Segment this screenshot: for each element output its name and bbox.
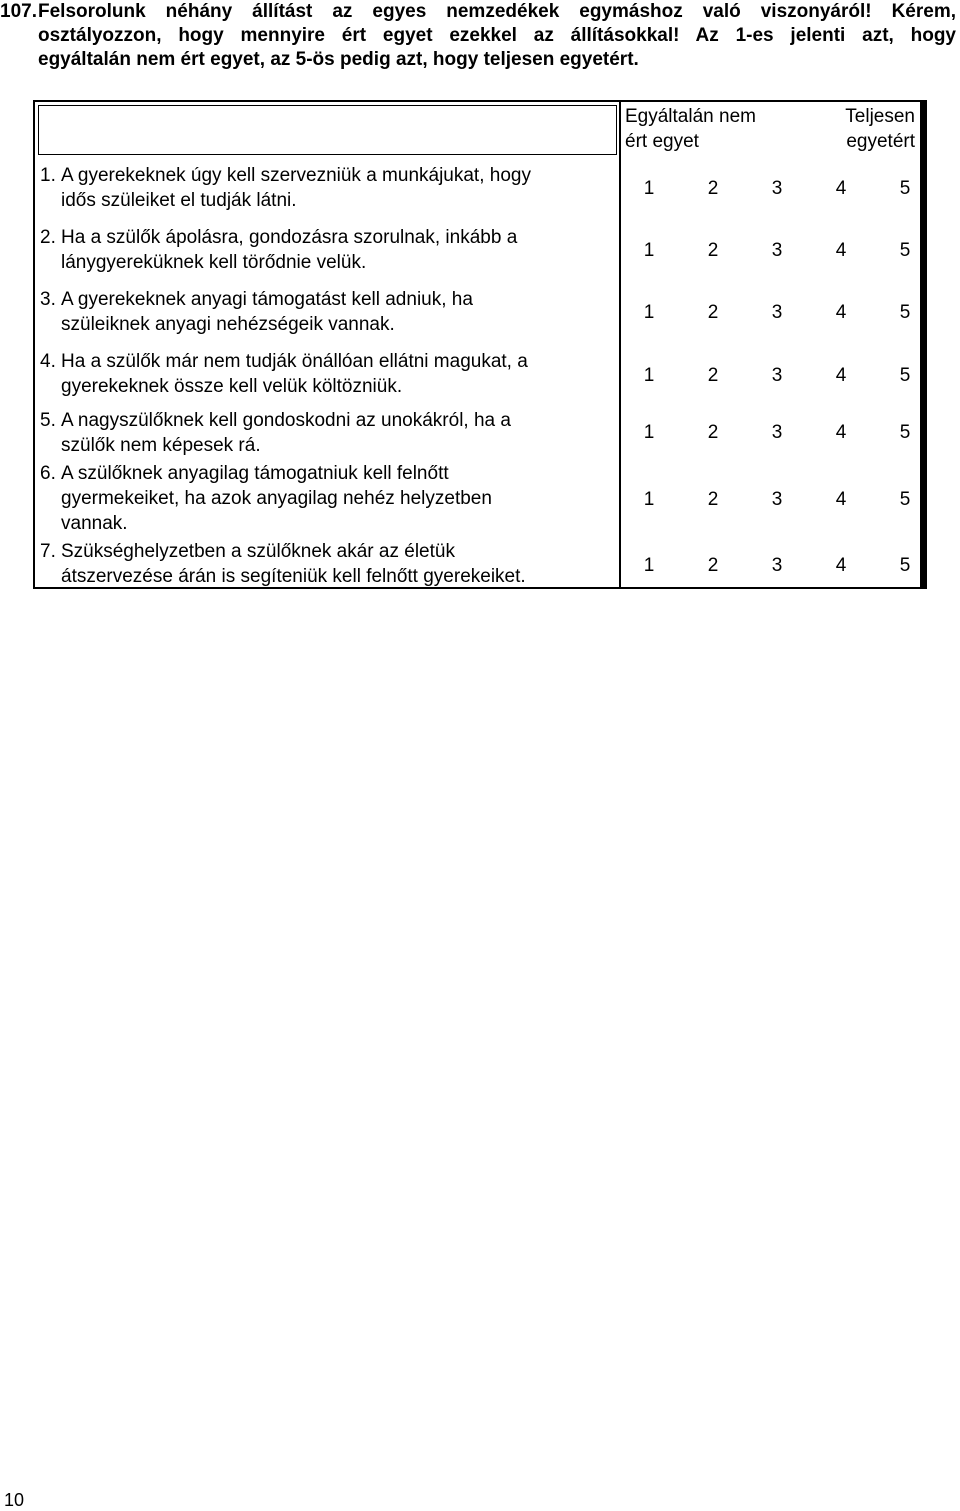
statement-text [61,163,601,213]
statement-line: A nagyszülőknek kell gondoskodni az unokákról, ha a [61,410,511,431]
statement-text [61,461,601,536]
question-text [38,0,956,72]
scale-label-low-line-2: ért egyet [625,131,699,152]
statement-number: 3. [40,289,56,310]
table-header-empty-cell [38,105,617,155]
rating-option-5[interactable]: 5 [899,365,911,386]
statement-number: 7. [40,541,56,562]
scale-label-low-line-1: Egyáltalán nem [625,106,756,127]
table-right-border [920,100,927,589]
rating-option-2[interactable]: 2 [707,178,719,199]
rating-option-5[interactable]: 5 [899,302,911,323]
rating-option-3[interactable]: 3 [771,302,783,323]
statement-line: átszervezése árán is segíteniük kell felnőtt gyerekeiket. [61,566,526,587]
rating-scale-1[interactable] [642,176,912,201]
statement-line: szülők nem képesek rá. [61,435,261,456]
rating-option-1[interactable]: 1 [643,240,655,261]
statement-line: gyermekeiket, ha azok anyagilag nehéz helyzetben [61,488,492,509]
rating-option-1[interactable]: 1 [643,365,655,386]
statement-text [61,225,601,275]
statement-line: vannak. [61,513,128,534]
rating-option-1[interactable]: 1 [643,178,655,199]
rating-option-2[interactable]: 2 [707,365,719,386]
rating-option-5[interactable]: 5 [899,178,911,199]
scale-label-high [819,104,915,154]
statement-line: Szükséghelyzetben a szülőknek akár az életük [61,541,455,562]
rating-scale-3[interactable] [642,300,912,325]
statement-number: 2. [40,227,56,248]
question-line-1: Felsorolunk néhány állítást az egyes nemzedékek egymáshoz való viszonyáról! Kérem, [38,1,956,22]
rating-option-3[interactable]: 3 [771,365,783,386]
statement-line: A szülőknek anyagilag támogatniuk kell felnőtt [61,463,449,484]
statement-line: A gyerekeknek úgy kell szervezniük a munkájukat, hogy [61,165,531,186]
rating-option-2[interactable]: 2 [707,422,719,443]
rating-option-3[interactable]: 3 [771,240,783,261]
rating-scale-7[interactable] [642,553,912,578]
rating-option-5[interactable]: 5 [899,489,911,510]
statement-line: lánygyereküknek kell törődnie velük. [61,252,367,273]
rating-option-2[interactable]: 2 [707,302,719,323]
statement-number: 5. [40,410,56,431]
rating-option-1[interactable]: 1 [643,489,655,510]
rating-scale-2[interactable] [642,238,912,263]
rating-option-2[interactable]: 2 [707,489,719,510]
rating-scale-4[interactable] [642,363,912,388]
statement-line: Ha a szülők már nem tudják önállóan ellátni magukat, a [61,351,528,372]
rating-table [33,100,926,589]
statement-line: Ha a szülők ápolásra, gondozásra szorulnak, inkább a [61,227,518,248]
question-line-3: egyáltalán nem ért egyet, az 5-ös pedig azt, hogy teljesen egyetért. [38,49,639,70]
statement-line: A gyerekeknek anyagi támogatást kell adniuk, ha [61,289,473,310]
rating-option-3[interactable]: 3 [771,555,783,576]
rating-option-4[interactable]: 4 [835,240,847,261]
column-divider [619,102,621,587]
statement-number: 4. [40,351,56,372]
rating-option-2[interactable]: 2 [707,240,719,261]
statement-text [61,539,601,589]
rating-option-4[interactable]: 4 [835,422,847,443]
rating-option-4[interactable]: 4 [835,302,847,323]
statement-line: gyerekeknek össze kell velük költözniük. [61,376,403,397]
rating-option-4[interactable]: 4 [835,178,847,199]
question-number: 107. [0,1,37,22]
rating-option-3[interactable]: 3 [771,178,783,199]
statement-number: 6. [40,463,56,484]
statement-text [61,408,601,458]
question-line-2: osztályozzon, hogy mennyire ért egyet ezekkel az állításokkal! Az 1-es jelenti azt, hogy [38,25,956,46]
scale-label-high-line-1: Teljesen [845,106,915,127]
statement-line: idős szüleiket el tudják látni. [61,190,297,211]
rating-scale-6[interactable] [642,487,912,512]
rating-option-1[interactable]: 1 [643,555,655,576]
rating-option-4[interactable]: 4 [835,365,847,386]
rating-option-5[interactable]: 5 [899,422,911,443]
rating-option-3[interactable]: 3 [771,422,783,443]
rating-option-4[interactable]: 4 [835,489,847,510]
page-number: 10 [4,1490,25,1510]
rating-option-3[interactable]: 3 [771,489,783,510]
rating-option-1[interactable]: 1 [643,422,655,443]
rating-option-5[interactable]: 5 [899,240,911,261]
scale-label-high-line-2: egyetért [846,131,915,152]
statement-text [61,349,601,399]
rating-scale-5[interactable] [642,420,912,445]
rating-option-5[interactable]: 5 [899,555,911,576]
statement-line: szüleiknek anyagi nehézségeik vannak. [61,314,395,335]
rating-option-1[interactable]: 1 [643,302,655,323]
rating-option-2[interactable]: 2 [707,555,719,576]
rating-option-4[interactable]: 4 [835,555,847,576]
scale-label-low [625,104,805,154]
statement-text [61,287,601,337]
statement-number: 1. [40,165,56,186]
